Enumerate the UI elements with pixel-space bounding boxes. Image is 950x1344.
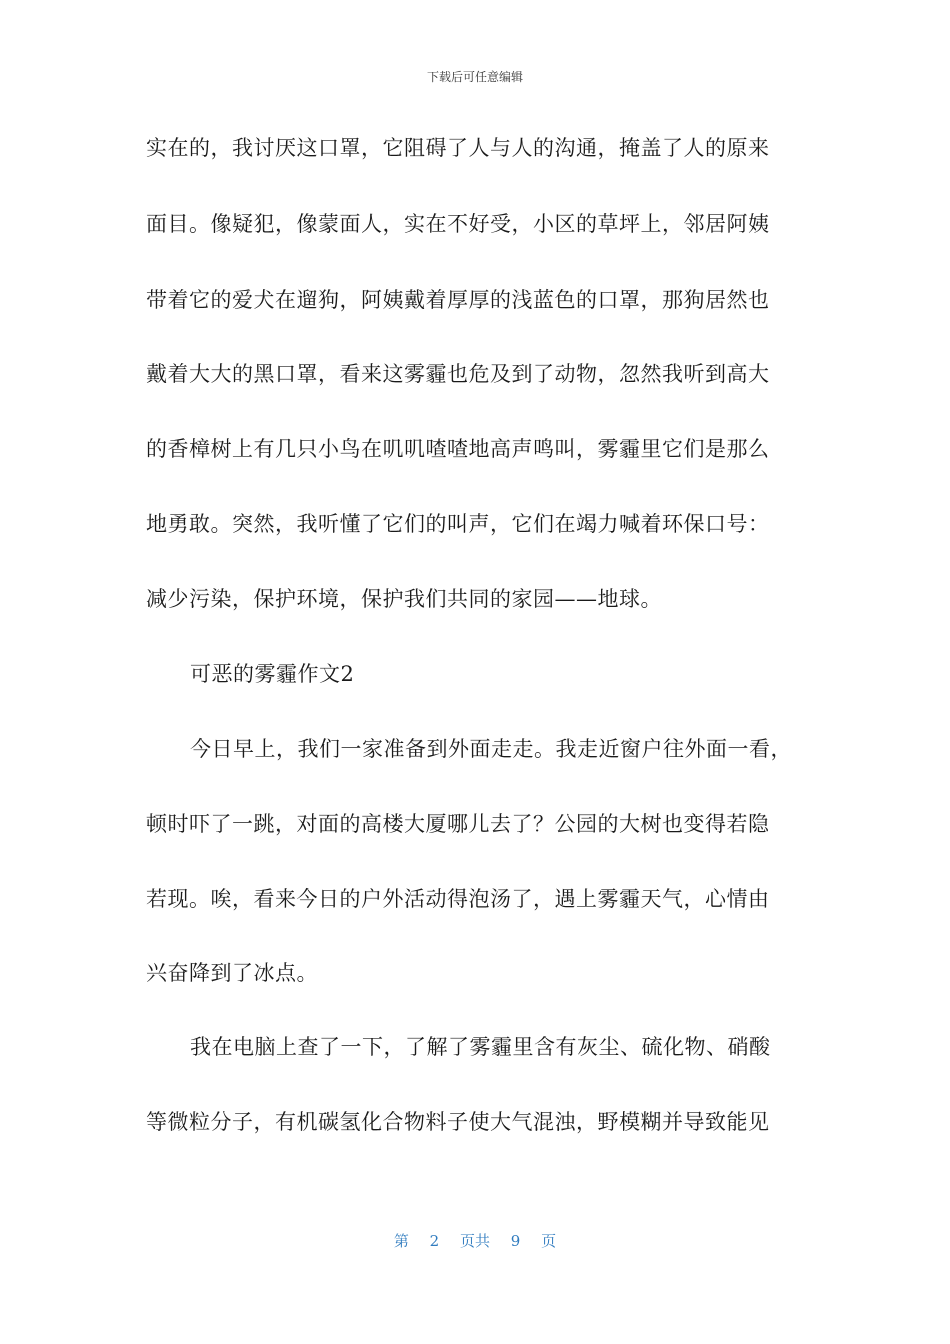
text-line: 减少污染，保护环境，保护我们共同的家园——地球。 <box>146 587 662 611</box>
footer-suffix: 页 <box>541 1232 557 1250</box>
page-header-note: 下载后可任意编辑 <box>426 70 523 84</box>
footer-prefix: 第 <box>393 1232 409 1250</box>
text-line: 等微粒分子，有机碳氢化合物料子使大气混浊，野模糊并导致能见 <box>146 1110 770 1134</box>
text-line: 顿时吓了一跳，对面的高楼大厦哪儿去了？公园的大树也变得若隐 <box>146 812 770 836</box>
text-line: 若现。唉，看来今日的户外活动得泡汤了，遇上雾霾天气，心情由 <box>146 887 770 911</box>
footer-middle: 页共 <box>459 1232 490 1250</box>
current-page-number: 2 <box>429 1232 440 1250</box>
text-line: 的香樟树上有几只小鸟在叽叽喳喳地高声鸣叫，雾霾里它们是那么 <box>146 437 770 461</box>
text-line: 戴着大大的黑口罩，看来这雾霾也危及到了动物，忽然我听到高大 <box>146 362 770 386</box>
text-line: 实在的，我讨厌这口罩，它阻碍了人与人的沟通，掩盖了人的原来 <box>146 136 770 160</box>
text-line: 地勇敢。突然，我听懂了它们的叫声，它们在竭力喊着环保口号： <box>146 512 770 536</box>
text-line: 面目。像疑犯，像蒙面人，实在不好受，小区的草坪上，邻居阿姨 <box>146 212 770 236</box>
text-line: 兴奋降到了冰点。 <box>146 961 318 985</box>
text-line: 我在电脑上查了一下，了解了雾霾里含有灰尘、硫化物、硝酸 <box>190 1035 771 1059</box>
text-line: 今日早上，我们一家准备到外面走走。我走近窗户往外面一看， <box>190 737 792 761</box>
section-heading: 可恶的雾霾作文2 <box>190 662 355 686</box>
text-line: 带着它的爱犬在遛狗，阿姨戴着厚厚的浅蓝色的口罩，那狗居然也 <box>146 288 770 312</box>
total-pages-number: 9 <box>510 1232 521 1250</box>
page-number-footer <box>0 1230 950 1251</box>
